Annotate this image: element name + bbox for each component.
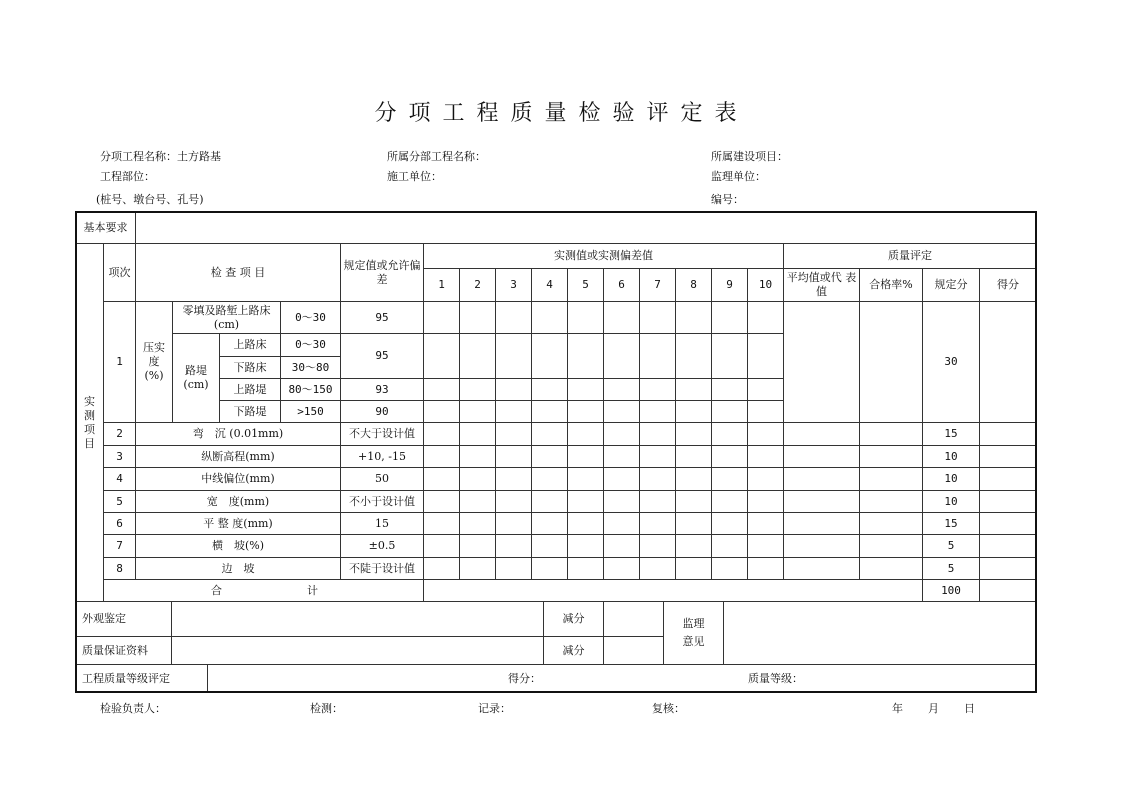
measured-value-cell[interactable] xyxy=(495,333,532,379)
upper-embankment-spec: 93 xyxy=(340,378,424,401)
measured-value-cell[interactable] xyxy=(711,301,748,334)
measured-value-cell[interactable] xyxy=(675,557,712,580)
lower-embankment-spec: 90 xyxy=(340,400,424,423)
spec-score-cell: 5 xyxy=(922,557,980,580)
deduct-field-2[interactable] xyxy=(603,636,664,665)
average-cell[interactable] xyxy=(783,534,860,558)
score-cell[interactable] xyxy=(979,490,1037,513)
measured-value-cell[interactable] xyxy=(423,512,460,535)
measured-value-cell[interactable] xyxy=(639,557,676,580)
measured-value-cell[interactable] xyxy=(459,400,496,423)
deduct-field-1[interactable] xyxy=(603,601,664,637)
measured-value-cell[interactable] xyxy=(459,422,496,446)
measured-value-cell[interactable] xyxy=(639,422,676,446)
measured-value-cell[interactable] xyxy=(423,490,460,513)
measured-value-cell[interactable] xyxy=(711,422,748,446)
measured-value-cell[interactable] xyxy=(603,490,640,513)
grade-level-label: 质量等级： xyxy=(748,671,803,685)
page-title: 分项工程质量检验评定表 xyxy=(374,101,749,126)
measured-value-cell[interactable] xyxy=(423,333,460,379)
measured-value-cell[interactable] xyxy=(495,512,532,535)
measured-value-cell[interactable] xyxy=(567,534,604,558)
location: 工程部位： xyxy=(100,170,155,183)
pass-rate-cell[interactable] xyxy=(859,512,923,535)
spec-score-cell: 10 xyxy=(922,467,980,491)
measured-value-cell[interactable] xyxy=(603,333,640,379)
grade-label: 工程质量等级评定 xyxy=(75,664,208,693)
measured-value-cell[interactable] xyxy=(603,512,640,535)
measured-value-cell[interactable] xyxy=(675,445,712,468)
measured-items-label: 实测项目 xyxy=(75,243,104,602)
header-measured-col-4: 4 xyxy=(531,268,568,302)
measured-value-cell[interactable] xyxy=(531,301,568,334)
tester-label: 检测： xyxy=(310,702,343,715)
measured-value-cell[interactable] xyxy=(495,445,532,468)
spec-score-cell: 30 xyxy=(922,301,980,423)
measured-value-cell[interactable] xyxy=(747,445,784,468)
measured-value-cell[interactable] xyxy=(747,301,784,334)
measured-value-cell[interactable] xyxy=(531,557,568,580)
row-no: 4 xyxy=(103,467,136,491)
spec-score-cell: 10 xyxy=(922,445,980,468)
spec-value: 不大于设计值 xyxy=(340,422,424,446)
zero-fill-spec: 95 xyxy=(340,301,424,334)
measured-value-cell[interactable] xyxy=(675,400,712,423)
month-label: 月 xyxy=(928,702,939,715)
measured-value-cell[interactable] xyxy=(531,467,568,491)
measured-value-cell[interactable] xyxy=(711,490,748,513)
score-cell[interactable] xyxy=(979,301,1037,423)
construction-project: 所属建设项目： xyxy=(711,150,788,163)
spec-score-cell: 5 xyxy=(922,534,980,558)
spec-score-cell: 10 xyxy=(922,490,980,513)
measured-value-cell[interactable] xyxy=(531,534,568,558)
station-label: (桩号、墩台号、孔号) xyxy=(96,193,204,206)
measured-value-cell[interactable] xyxy=(675,467,712,491)
measured-value-cell[interactable] xyxy=(459,333,496,379)
row-no: 6 xyxy=(103,512,136,535)
measured-value-cell[interactable] xyxy=(711,378,748,401)
measured-value-cell[interactable] xyxy=(639,534,676,558)
average-cell[interactable] xyxy=(783,467,860,491)
total-score: 100 xyxy=(922,579,980,602)
measured-value-cell[interactable] xyxy=(459,378,496,401)
measured-value-cell[interactable] xyxy=(675,301,712,334)
check-item: 纵断高程(mm) xyxy=(135,445,341,468)
average-cell[interactable] xyxy=(783,422,860,446)
measured-value-cell[interactable] xyxy=(675,333,712,379)
year-label: 年 xyxy=(892,702,903,715)
measured-value-cell[interactable] xyxy=(675,534,712,558)
score-cell[interactable] xyxy=(979,467,1037,491)
measured-value-cell[interactable] xyxy=(459,467,496,491)
contractor: 施工单位： xyxy=(387,170,442,183)
measured-value-cell[interactable] xyxy=(603,422,640,446)
compaction-sub-range: 0～30 xyxy=(280,333,341,357)
header-measured: 实测值或实测偏差值 xyxy=(423,243,784,269)
deduct-label-2: 减分 xyxy=(543,636,604,665)
total-score-earned[interactable] xyxy=(979,579,1037,602)
spec-value: 不小于设计值 xyxy=(340,490,424,513)
measured-value-cell[interactable] xyxy=(567,490,604,513)
spec-value: 50 xyxy=(340,467,424,491)
spec-value: +10, -15 xyxy=(340,445,424,468)
measured-value-cell[interactable] xyxy=(495,557,532,580)
pass-rate-cell[interactable] xyxy=(859,422,923,446)
measured-value-cell[interactable] xyxy=(495,400,532,423)
spec-value: ±0.5 xyxy=(340,534,424,558)
header-quality: 质量评定 xyxy=(783,243,1037,269)
measured-value-cell[interactable] xyxy=(567,301,604,334)
measured-value-cell[interactable] xyxy=(675,378,712,401)
header-measured-col-10: 10 xyxy=(747,268,784,302)
measured-value-cell[interactable] xyxy=(495,490,532,513)
total-blank xyxy=(423,579,923,602)
measured-value-cell[interactable] xyxy=(567,378,604,401)
measured-value-cell[interactable] xyxy=(531,333,568,379)
measured-value-cell[interactable] xyxy=(639,301,676,334)
measured-value-cell[interactable] xyxy=(531,422,568,446)
header-measured-col-9: 9 xyxy=(711,268,748,302)
measured-value-cell[interactable] xyxy=(531,400,568,423)
compaction-sub-name: 上路堤 xyxy=(219,378,281,401)
measured-value-cell[interactable] xyxy=(747,333,784,379)
measured-value-cell[interactable] xyxy=(531,378,568,401)
header-measured-col-3: 3 xyxy=(495,268,532,302)
row-1-no: 1 xyxy=(103,301,136,423)
score-cell[interactable] xyxy=(979,422,1037,446)
spec-value: 不陡于设计值 xyxy=(340,557,424,580)
row-no: 8 xyxy=(103,557,136,580)
measured-value-cell[interactable] xyxy=(567,512,604,535)
score-label: 得分： xyxy=(508,671,541,685)
row-no: 3 xyxy=(103,445,136,468)
supervisor-opinion-label xyxy=(663,601,724,665)
compaction-sub-name: 下路床 xyxy=(219,356,281,379)
spec-score-cell: 15 xyxy=(922,422,980,446)
measured-value-cell[interactable] xyxy=(747,467,784,491)
measured-value-cell[interactable] xyxy=(747,490,784,513)
measured-value-cell[interactable] xyxy=(711,467,748,491)
row-no: 7 xyxy=(103,534,136,558)
measured-value-cell[interactable] xyxy=(747,400,784,423)
check-item: 中线偏位(mm) xyxy=(135,467,341,491)
sub-project-name: 分项工程名称：土方路基 xyxy=(100,150,221,163)
measured-value-cell[interactable] xyxy=(603,534,640,558)
check-item: 弯 沉 (0.01mm) xyxy=(135,422,341,446)
check-item: 横 坡(%) xyxy=(135,534,341,558)
compaction-sub-name: 下路堤 xyxy=(219,400,281,423)
measured-value-cell[interactable] xyxy=(423,400,460,423)
total-label-1: 合 xyxy=(211,583,222,597)
measured-value-cell[interactable] xyxy=(423,301,460,334)
spec-score-cell: 15 xyxy=(922,512,980,535)
row-no: 5 xyxy=(103,490,136,513)
grade-field[interactable] xyxy=(207,664,1037,693)
measured-value-cell[interactable] xyxy=(603,301,640,334)
embankment-label: 路堤(cm) xyxy=(172,333,220,423)
measured-value-cell[interactable] xyxy=(711,333,748,379)
roadbed-spec: 95 xyxy=(340,333,424,379)
measured-value-cell[interactable] xyxy=(459,534,496,558)
check-item: 边 坡 xyxy=(135,557,341,580)
measured-value-cell[interactable] xyxy=(495,534,532,558)
row-no: 2 xyxy=(103,422,136,446)
zero-fill-label: 零填及路堑上路床(cm) xyxy=(172,301,281,334)
measured-value-cell[interactable] xyxy=(459,512,496,535)
measured-value-cell[interactable] xyxy=(567,557,604,580)
measured-value-cell[interactable] xyxy=(459,301,496,334)
measured-value-cell[interactable] xyxy=(639,490,676,513)
pass-rate-cell[interactable] xyxy=(859,534,923,558)
measured-value-cell[interactable] xyxy=(711,445,748,468)
measured-value-cell[interactable] xyxy=(711,534,748,558)
measured-value-cell[interactable] xyxy=(747,534,784,558)
measured-value-cell[interactable] xyxy=(495,467,532,491)
measured-value-cell[interactable] xyxy=(531,445,568,468)
total-label-2: 计 xyxy=(307,583,318,597)
pass-rate-cell[interactable] xyxy=(859,445,923,468)
average-cell[interactable] xyxy=(783,445,860,468)
quality-docs-field[interactable] xyxy=(171,636,544,665)
header-measured-col-8: 8 xyxy=(675,268,712,302)
score-cell[interactable] xyxy=(979,445,1037,468)
header-item-no: 项次 xyxy=(103,243,136,302)
measured-value-cell[interactable] xyxy=(531,490,568,513)
measured-value-cell[interactable] xyxy=(639,467,676,491)
measured-value-cell[interactable] xyxy=(639,378,676,401)
measured-value-cell[interactable] xyxy=(603,400,640,423)
measured-value-cell[interactable] xyxy=(567,445,604,468)
measured-value-cell[interactable] xyxy=(423,557,460,580)
measured-value-cell[interactable] xyxy=(423,378,460,401)
spec-value: 15 xyxy=(340,512,424,535)
measured-value-cell[interactable] xyxy=(495,422,532,446)
header-check-item: 检 查 项 目 xyxy=(135,243,341,302)
pass-rate-cell[interactable] xyxy=(859,467,923,491)
measured-value-cell[interactable] xyxy=(603,378,640,401)
basic-requirements-field[interactable] xyxy=(135,211,1037,244)
compaction-sub-range: >150 xyxy=(280,400,341,423)
deduct-label-1: 减分 xyxy=(543,601,604,637)
measured-value-cell[interactable] xyxy=(603,445,640,468)
supervisor-unit: 监理单位： xyxy=(711,170,766,183)
header-score: 得分 xyxy=(979,268,1037,302)
measured-value-cell[interactable] xyxy=(639,512,676,535)
measured-value-cell[interactable] xyxy=(639,333,676,379)
division-project: 所属分部工程名称： xyxy=(387,150,486,163)
check-item: 宽 度(mm) xyxy=(135,490,341,513)
measured-value-cell[interactable] xyxy=(747,378,784,401)
recorder-label: 记录： xyxy=(478,702,511,715)
measured-value-cell[interactable] xyxy=(495,301,532,334)
measured-value-cell[interactable] xyxy=(459,557,496,580)
reviewer-label: 复核： xyxy=(652,702,685,715)
measured-value-cell[interactable] xyxy=(459,490,496,513)
measured-value-cell[interactable] xyxy=(747,422,784,446)
pass-rate-cell[interactable] xyxy=(859,490,923,513)
measured-value-cell[interactable] xyxy=(747,512,784,535)
score-cell[interactable] xyxy=(979,512,1037,535)
measured-value-cell[interactable] xyxy=(531,512,568,535)
measured-value-cell[interactable] xyxy=(711,400,748,423)
header-spec: 规定值或允许偏差 xyxy=(340,243,424,302)
measured-value-cell[interactable] xyxy=(747,557,784,580)
measured-value-cell[interactable] xyxy=(495,378,532,401)
compaction-sub-range: 80～150 xyxy=(280,378,341,401)
measured-value-cell[interactable] xyxy=(675,490,712,513)
measured-value-cell[interactable] xyxy=(567,467,604,491)
measured-value-cell[interactable] xyxy=(603,557,640,580)
total-label xyxy=(103,579,424,602)
check-item: 平 整 度(mm) xyxy=(135,512,341,535)
compaction-label: 压实度(%) xyxy=(135,301,173,423)
header-measured-col-2: 2 xyxy=(459,268,496,302)
code-label: 编号： xyxy=(711,193,744,206)
basic-requirements-label: 基本要求 xyxy=(75,211,136,244)
measured-value-cell[interactable] xyxy=(639,400,676,423)
appearance-field[interactable] xyxy=(171,601,544,637)
measured-value-cell[interactable] xyxy=(567,400,604,423)
average-cell[interactable] xyxy=(783,512,860,535)
compaction-sub-name: 上路床 xyxy=(219,333,281,357)
header-spec-score: 规定分 xyxy=(922,268,980,302)
measured-value-cell[interactable] xyxy=(603,467,640,491)
measured-value-cell[interactable] xyxy=(711,557,748,580)
quality-docs-label: 质量保证资料 xyxy=(75,636,172,665)
average-cell[interactable] xyxy=(783,557,860,580)
score-cell[interactable] xyxy=(979,557,1037,580)
pass-rate-cell[interactable] xyxy=(859,557,923,580)
supervisor-opinion-field[interactable] xyxy=(723,601,1037,665)
pass-rate-cell[interactable] xyxy=(859,301,923,423)
measured-value-cell[interactable] xyxy=(567,333,604,379)
appearance-label: 外观鉴定 xyxy=(75,601,172,637)
zero-fill-range: 0～30 xyxy=(280,301,341,334)
measured-value-cell[interactable] xyxy=(423,534,460,558)
header-measured-col-5: 5 xyxy=(567,268,604,302)
header-average: 平均值或代 表 值 xyxy=(783,268,860,302)
average-cell[interactable] xyxy=(783,301,860,423)
measured-value-cell[interactable] xyxy=(675,512,712,535)
header-measured-col-7: 7 xyxy=(639,268,676,302)
header-measured-col-6: 6 xyxy=(603,268,640,302)
supervisor-opinion-text: 监理意见 xyxy=(682,617,705,648)
header-measured-col-1: 1 xyxy=(423,268,460,302)
measured-value-cell[interactable] xyxy=(423,422,460,446)
average-cell[interactable] xyxy=(783,490,860,513)
measured-value-cell[interactable] xyxy=(567,422,604,446)
score-cell[interactable] xyxy=(979,534,1037,558)
day-label: 日 xyxy=(964,702,975,715)
measured-value-cell[interactable] xyxy=(639,445,676,468)
measured-value-cell[interactable] xyxy=(675,422,712,446)
measured-value-cell[interactable] xyxy=(423,467,460,491)
compaction-sub-range: 30～80 xyxy=(280,356,341,379)
measured-value-cell[interactable] xyxy=(423,445,460,468)
header-pass-rate: 合格率% xyxy=(859,268,923,302)
measured-value-cell[interactable] xyxy=(711,512,748,535)
measured-value-cell[interactable] xyxy=(459,445,496,468)
inspector-label: 检验负责人： xyxy=(100,702,166,715)
